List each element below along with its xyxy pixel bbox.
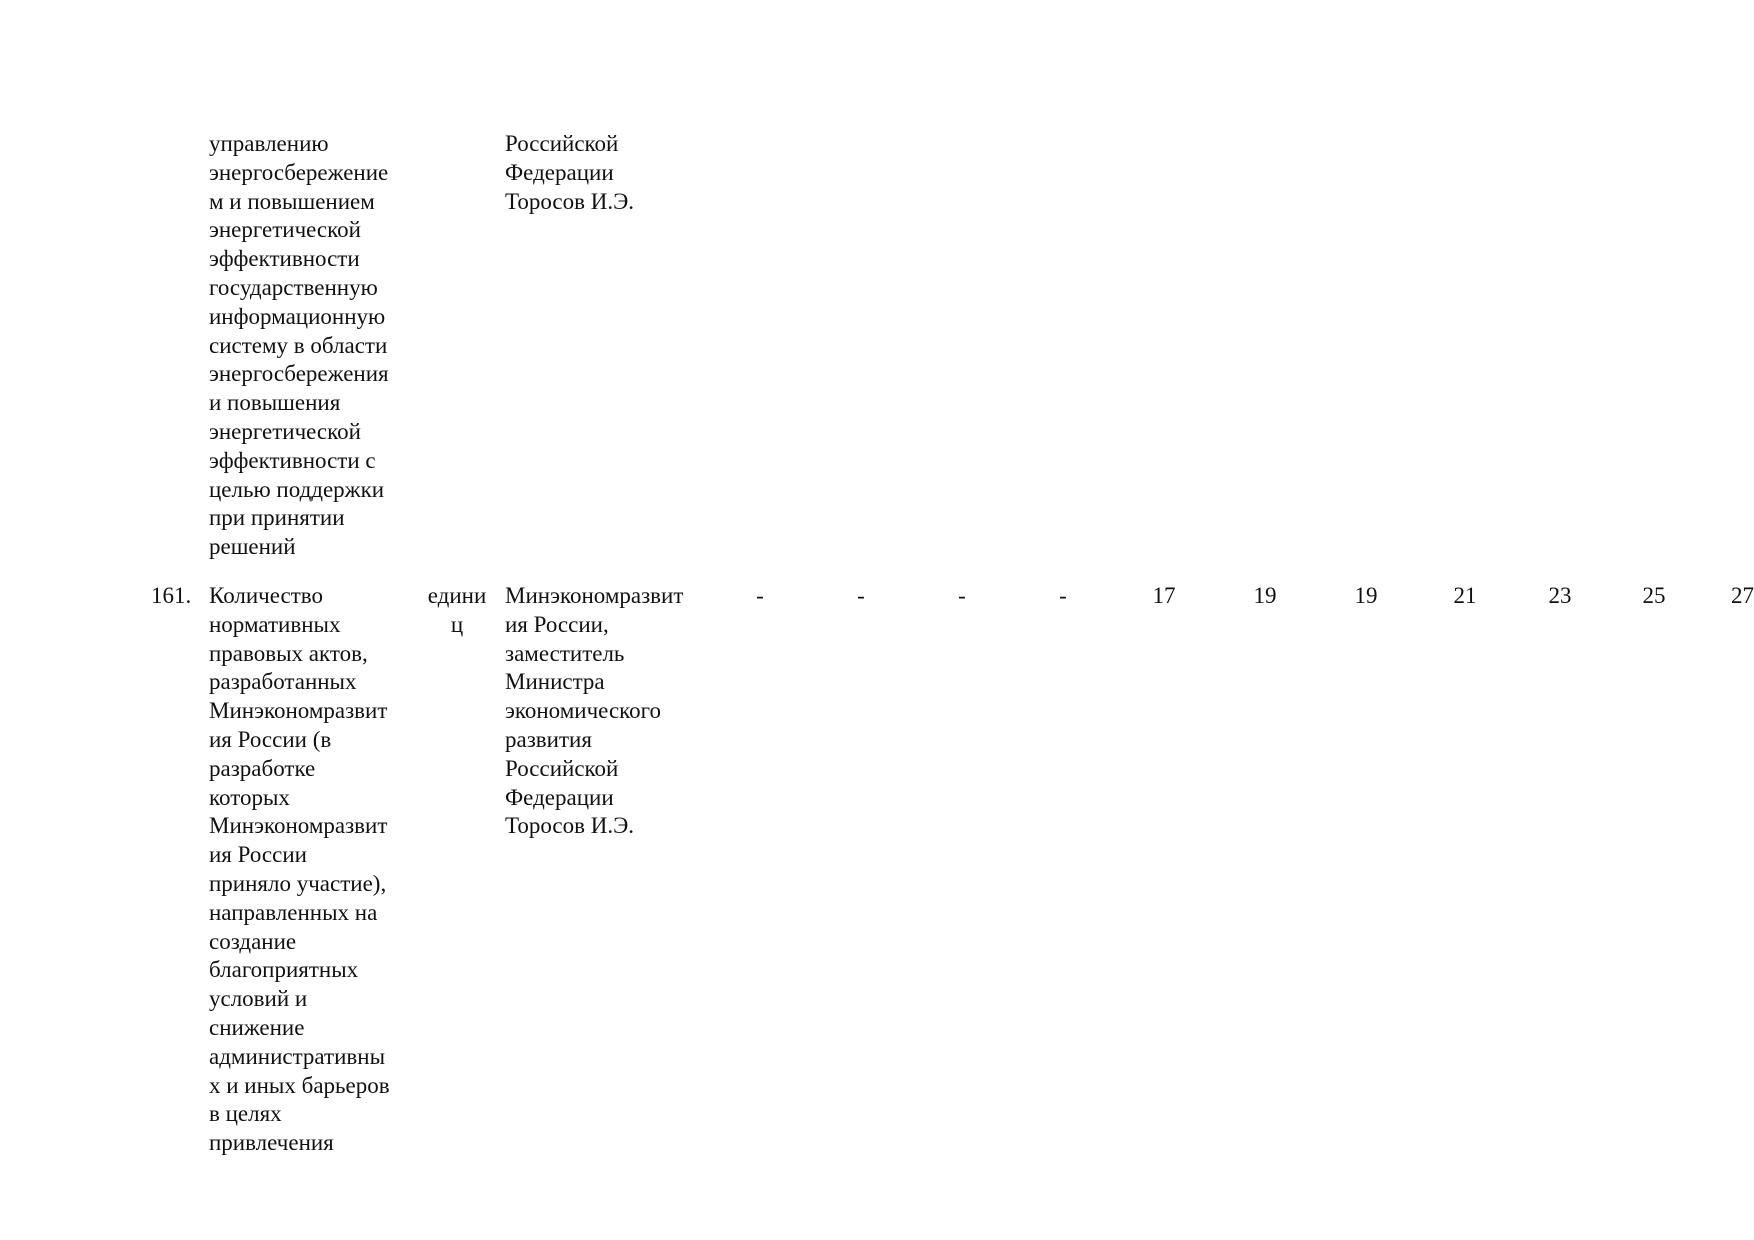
row-2-value-cell: 17	[1152, 583, 1176, 608]
row-2-value-cell: 23	[1548, 583, 1572, 608]
row-2-name-line: ия России (в	[209, 726, 332, 752]
row-2-name-line: направленных на	[209, 899, 378, 925]
row-2-name-line: приняло участие),	[209, 870, 387, 896]
row-2-unit-line: ц	[450, 611, 464, 637]
row-2-name-line: нормативных	[209, 611, 341, 637]
row-2-name-cell	[209, 582, 390, 1158]
row-2-name-line: создание	[209, 928, 297, 954]
row-2-responsible-line: заместитель	[505, 640, 625, 666]
row-2-name-line: разработке	[209, 755, 316, 781]
row-1-name-line: м и повышением	[209, 188, 375, 214]
row-2-responsible-line: Министра	[505, 669, 605, 695]
row-2-name-line: условий и	[209, 986, 308, 1012]
row-1-name-line: эффективности с	[209, 447, 376, 473]
row-2-value-cell: -	[1059, 583, 1067, 608]
row-2-value-cell: 19	[1354, 583, 1378, 608]
row-1-name-line: управлению	[209, 131, 329, 156]
row-1-responsible-cell	[505, 130, 634, 216]
row-2-name-line: привлечения	[209, 1130, 334, 1156]
row-2-name-line: правовых актов,	[209, 640, 368, 666]
row-2-number-cell: 161.	[151, 583, 192, 608]
row-1-name-line: при принятии	[209, 505, 345, 531]
row-2-name-line: Минэкономразвит	[209, 813, 388, 839]
row-2-name-line: благоприятных	[209, 957, 359, 983]
row-1-name-line: и повышения	[209, 390, 341, 416]
row-2-responsible-line: развития	[505, 726, 592, 752]
row-2-name-line: административны	[209, 1043, 386, 1069]
row-2-name-line: снижение	[209, 1014, 305, 1040]
row-2-value-cell: 25	[1642, 583, 1666, 608]
row-2-responsible-line: Минэкономразвит	[505, 583, 684, 608]
row-2-name-line: Минэкономразвит	[209, 698, 388, 724]
row-2-value-cell: -	[756, 583, 764, 608]
row-2-unit-line: едини	[427, 583, 487, 608]
row-1-responsible-line: Федерации	[505, 159, 614, 185]
row-2-responsible-line: ия России,	[505, 611, 609, 637]
row-2-name-line: в целях	[209, 1101, 282, 1127]
row-1-name-line: эффективности	[209, 246, 360, 272]
row-2-name-line: разработанных	[209, 669, 357, 695]
row-1-name-line: энергосбережения	[209, 361, 389, 387]
row-2-responsible-line: Российской	[505, 755, 619, 781]
row-1-name-line: энергетической	[209, 418, 361, 444]
row-1-responsible-line: Торосов И.Э.	[505, 188, 635, 214]
row-2-unit-cell	[420, 582, 494, 640]
row-2-name-line: которых	[209, 784, 290, 810]
row-2-name-line: х и иных барьеров	[209, 1072, 390, 1098]
row-1-name-line: систему в области	[209, 332, 388, 358]
row-1-responsible-line: Российской	[505, 131, 619, 156]
row-1-name-line: решений	[209, 534, 296, 560]
row-1-name-line: энергетической	[209, 217, 361, 243]
row-2-name-line: ия России	[209, 842, 307, 868]
row-2-value-cell: 27	[1731, 583, 1754, 608]
row-2-value-cell: 19	[1253, 583, 1277, 608]
row-2-name-line: Количество	[209, 583, 323, 608]
row-2-responsible-cell	[505, 582, 683, 841]
row-2-responsible-line: Торосов И.Э.	[505, 813, 635, 839]
row-2-value-cell: -	[857, 583, 865, 608]
row-1-name-line: целью поддержки	[209, 476, 385, 502]
row-2-responsible-line: Федерации	[505, 784, 614, 810]
row-2-responsible-line: экономического	[505, 698, 662, 724]
row-1-name-line: государственную	[209, 274, 378, 300]
row-1-name-cell	[209, 130, 389, 562]
row-1-name-line: энергосбережение	[209, 159, 389, 185]
row-1-name-line: информационную	[209, 303, 386, 329]
row-2-value-cell: 21	[1453, 583, 1477, 608]
row-2-value-cell: -	[958, 583, 966, 608]
